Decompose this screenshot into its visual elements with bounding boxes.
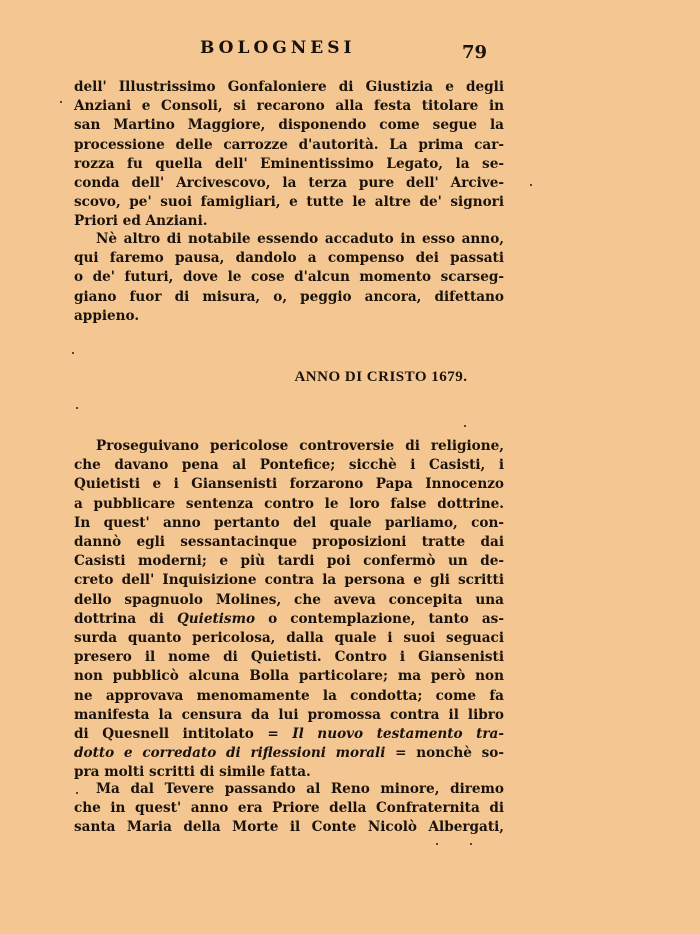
text-line: Proseguivano pericolose controversie di religione, [96,438,504,454]
running-head: BOLOGNESI [200,38,356,58]
section-paragraph [74,780,504,838]
page-number: 79 [462,42,488,63]
text-line: Casisti moderni; e più tardi poi confermò un de- [74,553,504,570]
text-line: qui faremo pausa, dandolo a compenso dei passati [74,250,504,267]
text-line: manifesta la censura da lui promossa contra il libro [74,706,504,723]
text-line: o de' futuri, dove le cose d'alcun momento scarseg- [74,269,504,286]
text-line: Nè altro di notabile essendo accaduto in esso anno, [96,231,504,247]
section-paragraph [74,437,504,783]
text-line: ne approvava menomamente la condotta; come fa [74,687,504,704]
print-speck [470,843,472,845]
text-line: santa Maria della Morte il Conte Nicolò Albergati, [74,819,504,836]
text-line: dannò egli sessantacinque proposizioni tratte dai [74,534,504,551]
text-line: rozza fu quella dell' Eminentissimo Legato, la se- [74,155,504,172]
print-speck [76,407,78,409]
text-line: che davano pena al Pontefice; sicchè i Casisti, i [74,457,504,474]
text-line: scovo, pe' suoi famigliari, e tutte le altre de' signori [74,194,504,211]
text-line: a pubblicare sentenza contro le loro false dottrine. [74,495,504,512]
text-line: che in quest' anno era Priore della Confraternita di [74,800,504,817]
text-line: Anziani e Consoli, si recarono alla festa titolare in [74,98,504,115]
text-line: Quietisti e i Giansenisti forzarono Papa Innocenzo [74,476,504,493]
text-line: giano fuor di misura, o, peggio ancora, difettano [74,288,504,305]
text-line: In quest' anno pertanto del quale parliamo, con- [74,514,504,531]
print-speck [436,843,438,845]
text-line: creto dell' Inquisizione contra la persona e gli scritti [74,572,504,589]
paragraph [74,230,504,326]
text-line: surda quanto pericolosa, dalla quale i suoi seguaci [74,630,504,647]
print-speck [60,101,62,103]
italic-title: Il nuovo testamento tra- [292,726,505,743]
italic-title: dotto e corredato di riflessioni morali [74,745,386,762]
text-line: pra molti scritti di simile fatta. [74,764,311,781]
text-line: non pubblicò alcuna Bolla particolare; ma però non [74,668,504,685]
section-heading-text: ANNO DI CRISTO 1679. [294,369,468,385]
print-speck [72,352,74,354]
text-line: appieno. [74,307,140,324]
text-line: dello spagnuolo Molines, che aveva concepita una [74,591,504,608]
section-heading [0,369,700,386]
text-line: processione delle carrozze d'autorità. La prima car- [74,136,504,153]
text-line-with-italic: di Quesnell intitolato = Il nuovo testamento tra- [74,726,505,743]
print-speck [530,184,532,186]
text-line: presero il nome di Quietisti. Contro i Giansenisti [74,649,504,666]
italic-title: Quietismo [176,610,256,627]
print-speck [76,792,78,794]
print-speck [464,425,466,427]
paragraph-continuation [74,78,504,232]
text-line-with-italic: dottrina di Quietismo o contemplazione, tanto as- [74,610,504,627]
text-line-with-italic: dotto e corredato di riflessioni morali = nonchè so- [74,745,504,762]
text-line: conda dell' Arcivescovo, la terza pure dell' Arcive- [74,175,504,192]
text-line: dell' Illustrissimo Gonfaloniere di Giustizia e degli [74,79,504,95]
text-line: san Martino Maggiore, disponendo come segue la [74,117,504,134]
text-line: Priori ed Anziani. [74,213,208,230]
text-line: Ma dal Tevere passando al Reno minore, diremo [96,781,504,797]
